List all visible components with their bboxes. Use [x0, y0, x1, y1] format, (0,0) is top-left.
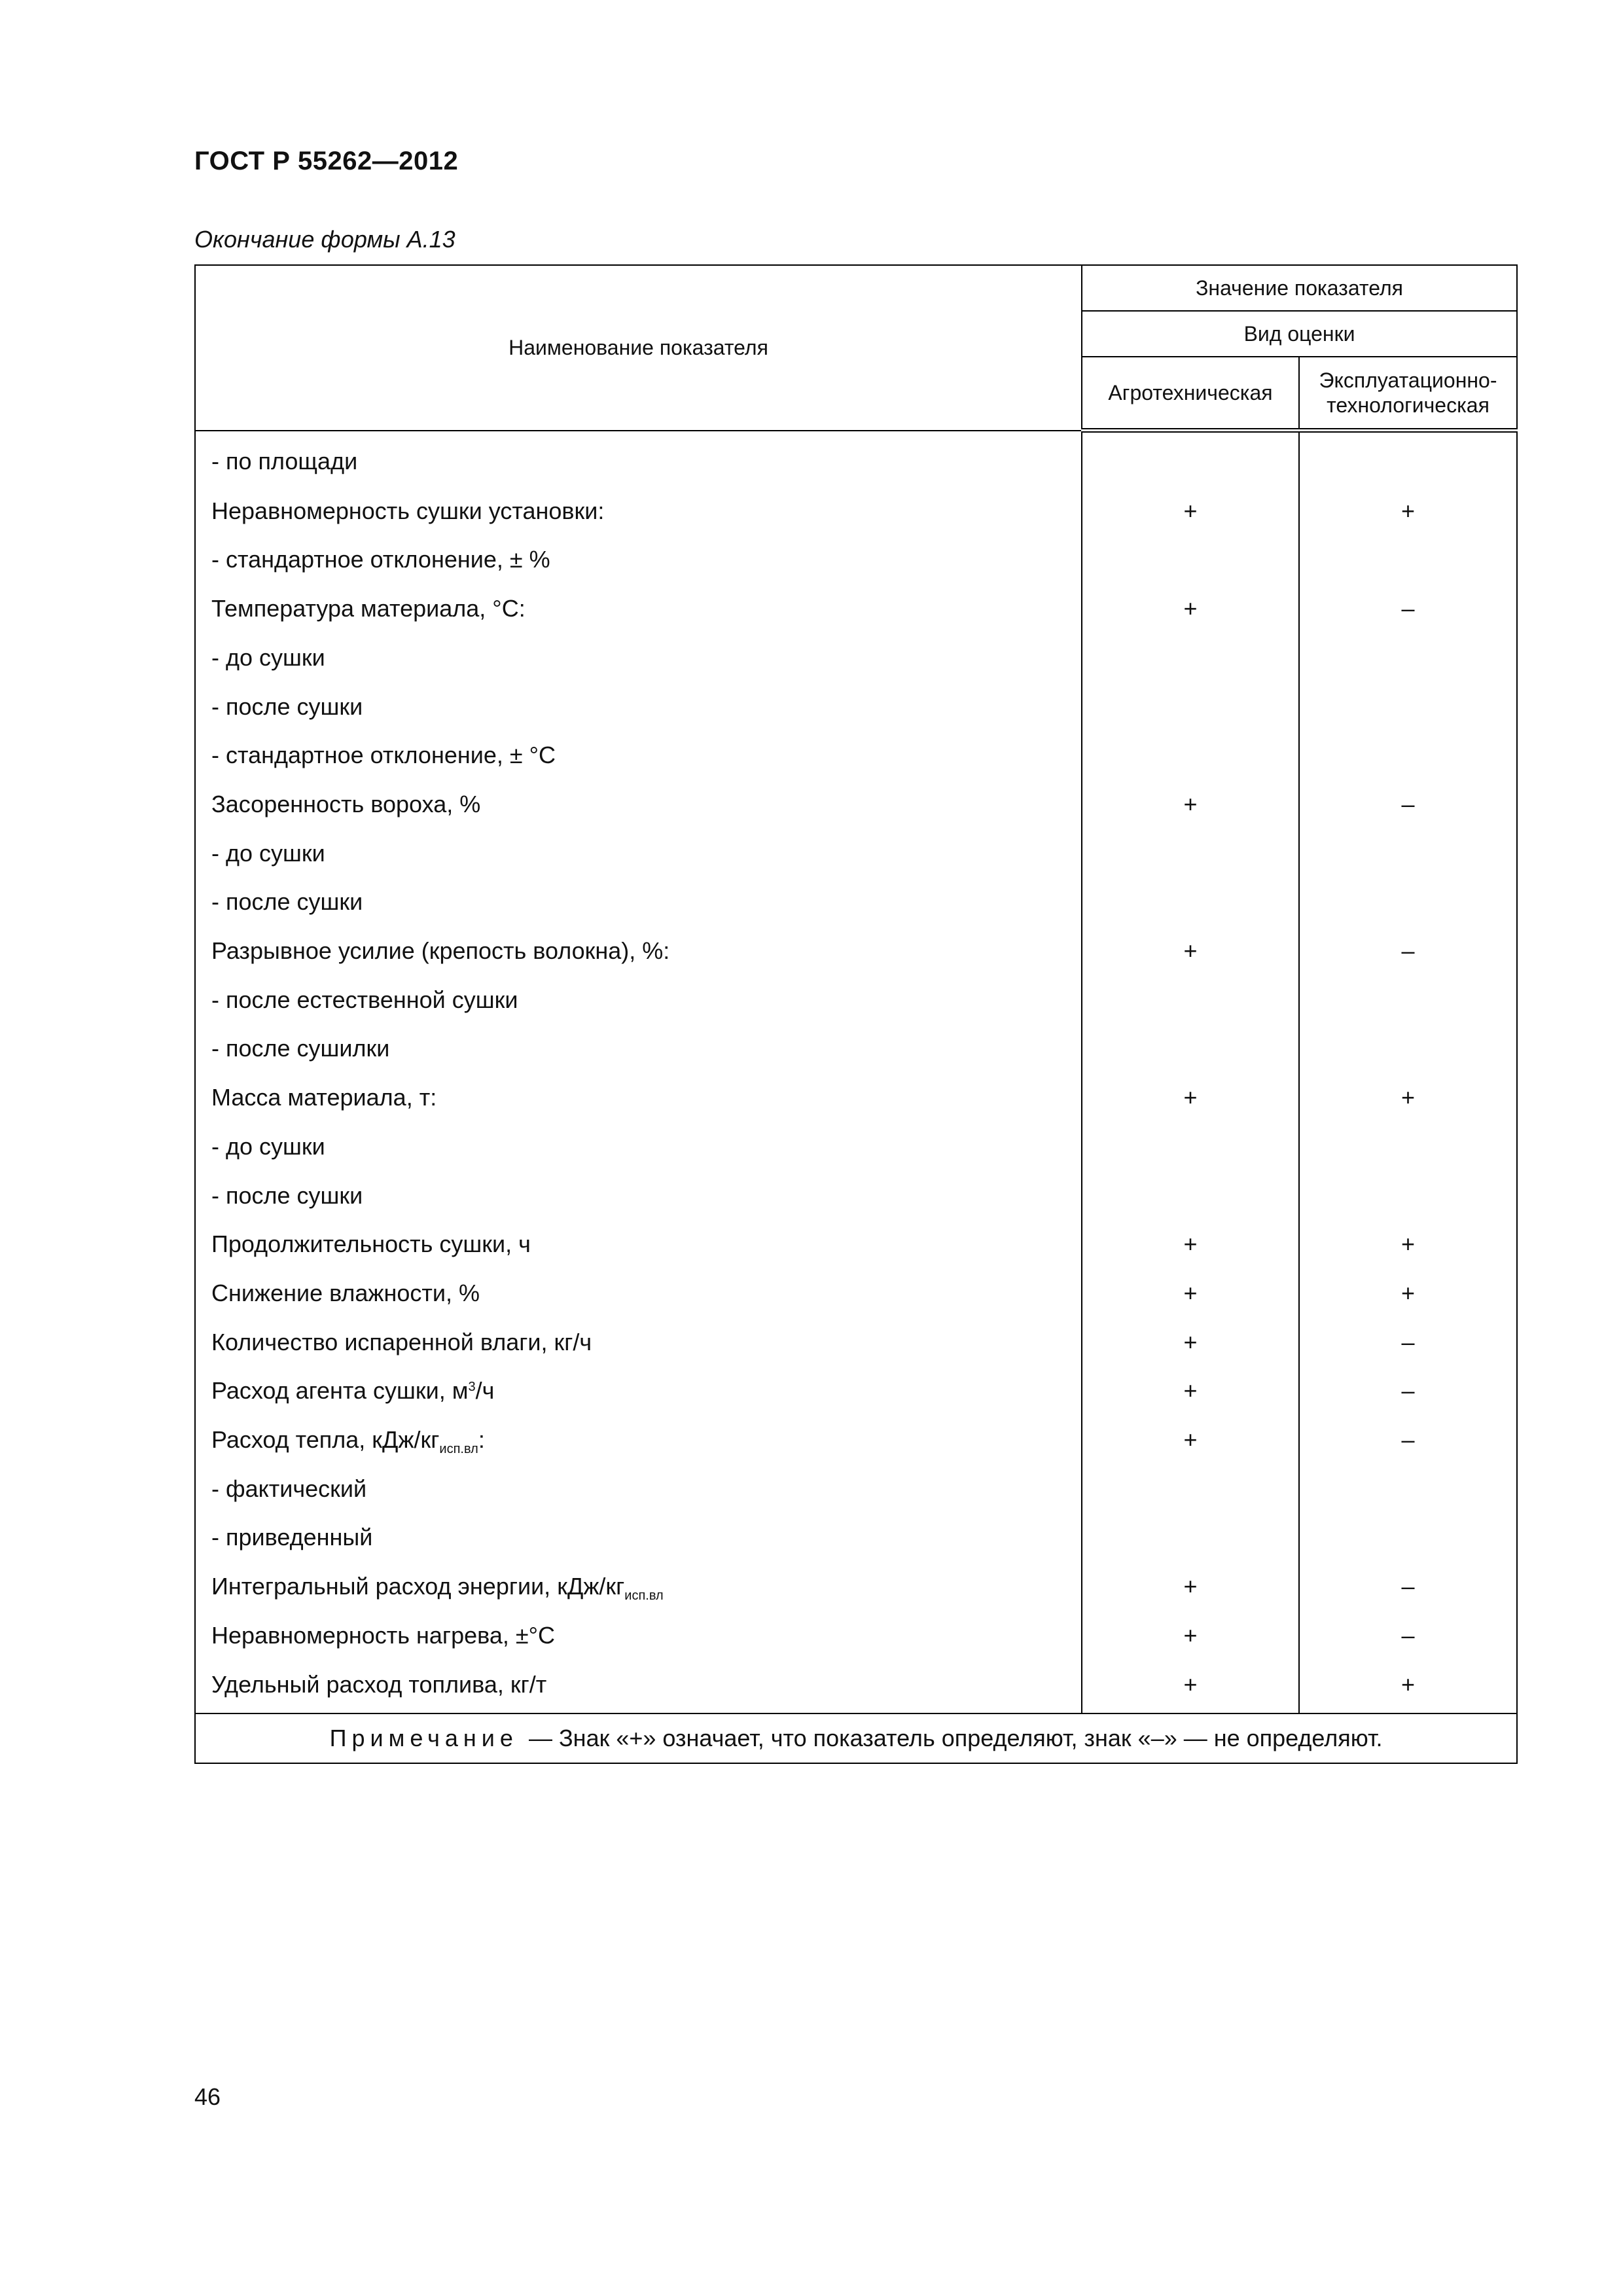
- expl-mark: +: [1299, 487, 1517, 536]
- expl-mark: [1299, 878, 1517, 927]
- agro-mark: [1082, 683, 1299, 732]
- indicator-name: - после сушилки: [195, 1024, 1082, 1073]
- indicator-name: - до сушки: [195, 1122, 1082, 1172]
- agro-mark: +: [1082, 1660, 1299, 1714]
- indicator-name: Расход тепла, кДж/$кг_{исп.вл}$:: [195, 1416, 1082, 1465]
- agro-mark: [1082, 829, 1299, 878]
- table-row: [195, 1611, 1517, 1660]
- table-row: [195, 1073, 1517, 1122]
- table-row: [195, 731, 1517, 780]
- table-row: [195, 1318, 1517, 1367]
- expl-mark: [1299, 731, 1517, 780]
- indicator-name: - фактический: [195, 1465, 1082, 1514]
- column-header-name: Наименование показателя: [195, 265, 1082, 431]
- indicator-table: [194, 264, 1518, 1764]
- document-code: ГОСТ Р 55262—2012: [194, 147, 459, 175]
- agro-mark: [1082, 976, 1299, 1025]
- expl-mark: –: [1299, 584, 1517, 634]
- column-header-agro: Агротехническая: [1082, 357, 1299, 431]
- expl-mark: +: [1299, 1073, 1517, 1122]
- expl-mark: +: [1299, 1269, 1517, 1318]
- indicator-name: - приведенный: [195, 1513, 1082, 1562]
- table-row: [195, 829, 1517, 878]
- indicator-name: Засоренность вороха, %: [195, 780, 1082, 829]
- table-row: [195, 683, 1517, 732]
- column-header-value: Значение показателя: [1082, 265, 1517, 311]
- expl-mark: [1299, 1024, 1517, 1073]
- agro-mark: [1082, 535, 1299, 584]
- expl-mark: [1299, 829, 1517, 878]
- table-row: [195, 1220, 1517, 1269]
- table-row: [195, 878, 1517, 927]
- indicator-name: Неравномерность сушки установки:: [195, 487, 1082, 536]
- table-row: [195, 1122, 1517, 1172]
- agro-mark: [1082, 1172, 1299, 1221]
- expl-mark: [1299, 1172, 1517, 1221]
- table-row: [195, 634, 1517, 683]
- column-header-expl: Эксплуатационно-технологическая: [1299, 357, 1517, 431]
- table-row: [195, 1024, 1517, 1073]
- agro-mark: [1082, 878, 1299, 927]
- indicator-name: - после сушки: [195, 683, 1082, 732]
- indicator-name: - до сушки: [195, 634, 1082, 683]
- agro-mark: [1082, 1465, 1299, 1514]
- column-header-assessment: Вид оценки: [1082, 311, 1517, 357]
- expl-mark: [1299, 1122, 1517, 1172]
- expl-mark: [1299, 1465, 1517, 1514]
- agro-mark: +: [1082, 487, 1299, 536]
- expl-mark: [1299, 1513, 1517, 1562]
- indicator-name: Продолжительность сушки, ч: [195, 1220, 1082, 1269]
- agro-mark: +: [1082, 1269, 1299, 1318]
- expl-mark: [1299, 976, 1517, 1025]
- note-text: — Знак «+» означает, что показатель определяют, знак «–» — не определяют.: [522, 1725, 1383, 1752]
- agro-mark: +: [1082, 1611, 1299, 1660]
- table-row: [195, 780, 1517, 829]
- agro-mark: +: [1082, 927, 1299, 976]
- expl-mark: [1299, 431, 1517, 487]
- table-row: [195, 927, 1517, 976]
- agro-mark: +: [1082, 1367, 1299, 1416]
- agro-mark: [1082, 1024, 1299, 1073]
- table-note: [195, 1713, 1517, 1763]
- agro-mark: [1082, 1513, 1299, 1562]
- indicator-name: - до сушки: [195, 829, 1082, 878]
- expl-mark: +: [1299, 1660, 1517, 1714]
- agro-mark: +: [1082, 1416, 1299, 1465]
- agro-mark: [1082, 431, 1299, 487]
- expl-mark: –: [1299, 1611, 1517, 1660]
- indicator-name: Количество испаренной влаги, кг/ч: [195, 1318, 1082, 1367]
- indicator-name: - стандартное отклонение, ± °С: [195, 731, 1082, 780]
- indicator-name: Разрывное усилие (крепость волокна), %:: [195, 927, 1082, 976]
- expl-mark: –: [1299, 1416, 1517, 1465]
- agro-mark: +: [1082, 1318, 1299, 1367]
- table-row: [195, 1513, 1517, 1562]
- indicator-name: Удельный расход топлива, кг/т: [195, 1660, 1082, 1714]
- indicator-name: Снижение влажности, %: [195, 1269, 1082, 1318]
- expl-mark: [1299, 535, 1517, 584]
- agro-mark: [1082, 1122, 1299, 1172]
- expl-mark: –: [1299, 1562, 1517, 1611]
- agro-mark: +: [1082, 1562, 1299, 1611]
- table-row: [195, 584, 1517, 634]
- expl-mark: [1299, 683, 1517, 732]
- expl-mark: –: [1299, 1318, 1517, 1367]
- indicator-name: Интегральный расход энергии, кДж/$кг_{исп.вл}$: [195, 1562, 1082, 1611]
- expl-mark: –: [1299, 927, 1517, 976]
- agro-mark: +: [1082, 1073, 1299, 1122]
- indicator-name: Масса материала, т:: [195, 1073, 1082, 1122]
- expl-mark: [1299, 634, 1517, 683]
- indicator-name: - после сушки: [195, 878, 1082, 927]
- table-row: [195, 535, 1517, 584]
- agro-mark: +: [1082, 1220, 1299, 1269]
- indicator-name: - после сушки: [195, 1172, 1082, 1221]
- agro-mark: [1082, 634, 1299, 683]
- table-row: [195, 1269, 1517, 1318]
- note-label: Примечание: [329, 1725, 518, 1752]
- table-row: [195, 976, 1517, 1025]
- indicator-name: - после естественной сушки: [195, 976, 1082, 1025]
- expl-mark: +: [1299, 1220, 1517, 1269]
- table-row: [195, 1660, 1517, 1714]
- indicator-name: Расход агента сушки, $м^3/ч$: [195, 1367, 1082, 1416]
- table-row: [195, 1172, 1517, 1221]
- page-number: 46: [194, 2083, 221, 2110]
- indicator-name: - стандартное отклонение, ± %: [195, 535, 1082, 584]
- indicator-name: - по площади: [195, 431, 1082, 487]
- table-caption: Окончание формы А.13: [194, 226, 455, 253]
- table-row: [195, 1562, 1517, 1611]
- table-row: [195, 431, 1517, 487]
- table-row: [195, 1367, 1517, 1416]
- agro-mark: +: [1082, 584, 1299, 634]
- agro-mark: [1082, 731, 1299, 780]
- indicator-name: Температура материала, °С:: [195, 584, 1082, 634]
- expl-mark: –: [1299, 1367, 1517, 1416]
- indicator-name: Неравномерность нагрева, ±°С: [195, 1611, 1082, 1660]
- table-row: [195, 487, 1517, 536]
- table-row: [195, 1416, 1517, 1465]
- table-row: [195, 1465, 1517, 1514]
- agro-mark: +: [1082, 780, 1299, 829]
- expl-mark: –: [1299, 780, 1517, 829]
